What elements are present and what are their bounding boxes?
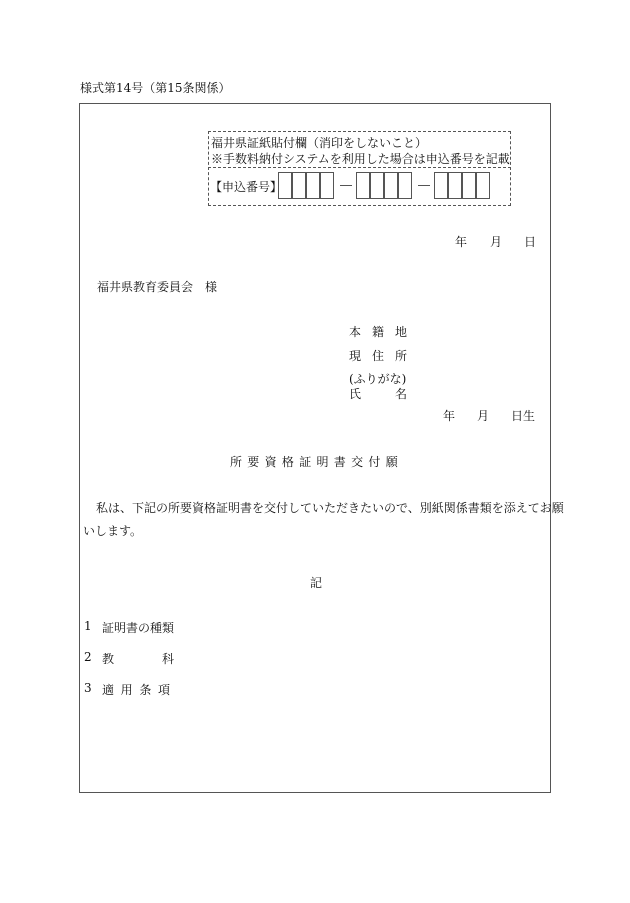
label-char: 科 (161, 652, 174, 666)
stamp-note: ※手数料納付システムを利用した場合は申込番号を記載 (211, 152, 510, 166)
item-number: 2 (84, 650, 92, 664)
name-label (349, 385, 407, 402)
application-number-digit[interactable] (278, 172, 292, 199)
application-number-digit[interactable] (320, 172, 334, 199)
label-char: 適 (102, 683, 115, 697)
label-char: 氏 (349, 387, 362, 401)
stamp-instruction: 福井県証紙貼付欄（消印をしないこと） (211, 136, 428, 150)
label-char: 項 (157, 683, 170, 697)
label-char: 所 (394, 349, 407, 363)
stamp-divider (208, 167, 511, 168)
item-number: 1 (84, 619, 92, 633)
application-number-digit[interactable] (434, 172, 448, 199)
application-number-digit[interactable] (370, 172, 384, 199)
birth-month: 月 (477, 409, 490, 423)
item-label-subject (102, 650, 174, 667)
furigana-label: (ふりがな) (349, 372, 407, 386)
label-char: 教 (102, 652, 115, 666)
label-char: 名 (394, 387, 407, 401)
domicile-label (349, 323, 407, 340)
ki-heading: 記 (310, 576, 323, 590)
application-number-digit[interactable] (398, 172, 412, 199)
label-char: 用 (120, 683, 133, 697)
address-label (349, 347, 407, 364)
application-number-digit[interactable] (448, 172, 462, 199)
form-number: 様式第14号（第15条関係） (80, 81, 231, 95)
date-month: 月 (490, 235, 503, 249)
label-char: 現 (349, 349, 362, 363)
label-char: 条 (139, 683, 152, 697)
application-number-digit[interactable] (384, 172, 398, 199)
application-number-label: 【申込番号】 (210, 180, 283, 194)
label-char: 籍 (371, 325, 384, 339)
item-label-certificate-type: 証明書の種類 (102, 621, 175, 635)
application-number-digit[interactable] (476, 172, 490, 199)
label-char: 住 (371, 349, 384, 363)
label-char: 本 (349, 325, 362, 339)
date-year: 年 (455, 235, 468, 249)
body-text-line2: いします。 (83, 524, 143, 538)
item-number: 3 (84, 681, 92, 695)
addressee: 福井県教育委員会 様 (97, 280, 218, 294)
application-number-digit[interactable] (462, 172, 476, 199)
application-number-digit[interactable] (356, 172, 370, 199)
date-day: 日 (524, 235, 537, 249)
application-number-digit[interactable] (306, 172, 320, 199)
number-separator (340, 185, 352, 186)
item-label-applicable-clause (102, 681, 170, 698)
birth-year: 年 (443, 409, 456, 423)
body-text-line1: 私は、下記の所要資格証明書を交付していただきたいので、別紙関係書類を添えてお願 (96, 501, 564, 515)
document-title: 所要資格証明書交付願 (230, 455, 404, 469)
birth-day: 日生 (511, 409, 536, 423)
label-char: 地 (394, 325, 407, 339)
number-separator (418, 185, 430, 186)
application-number-digit[interactable] (292, 172, 306, 199)
